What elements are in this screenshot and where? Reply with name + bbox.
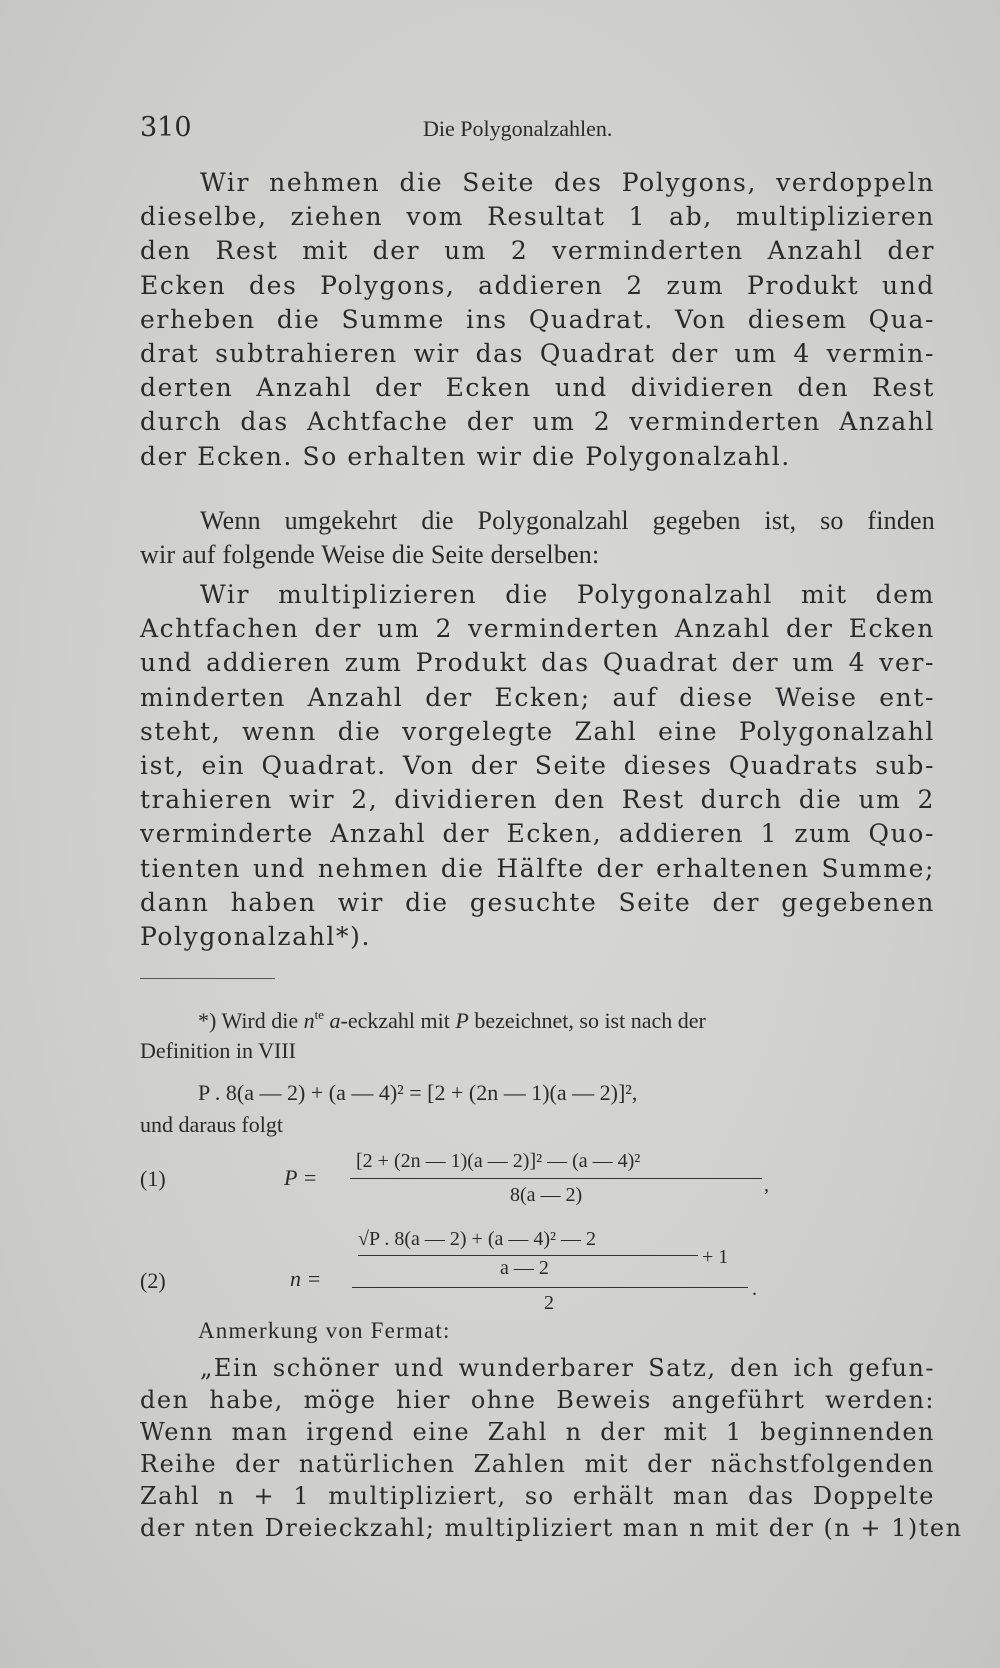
page-header [140, 112, 935, 152]
text-line: Wenn man irgend eine Zahl n der mit 1 beginnenden [140, 1418, 935, 1446]
equation-2-denominator: 2 [544, 1292, 554, 1314]
text-line: minderten Anzahl der Ecken; auf diese Weise ent- [140, 682, 935, 712]
paragraph-2 [140, 504, 935, 572]
paragraph-3 [140, 578, 935, 954]
equation-1-comma: , [764, 1174, 769, 1196]
footnote-divider [140, 978, 275, 979]
text-line: steht, wenn die vorgelegte Zahl eine Polygonalzahl [140, 716, 935, 746]
text-line: verminderte Anzahl der Ecken, addieren 1 zum Quo- [140, 819, 935, 849]
footnote-text: -eckzahl mit [340, 1008, 450, 1033]
equation-label-1: (1) [140, 1166, 166, 1191]
text-line: drat subtrahieren wir das Quadrat der um 4 vermin- [140, 339, 935, 369]
footnote-intro [140, 1000, 935, 1066]
text-line: der nten Dreieckzahl; multipliziert man n mit der (n + 1)ten [140, 1514, 963, 1542]
equation-2-inner-denominator: a — 2 [500, 1257, 549, 1279]
text-line: Ecken des Polygons, addieren 2 zum Produkt und [140, 270, 935, 300]
text-line: derten Anzahl der Ecken und dividieren den Rest [140, 373, 935, 403]
equation-2-inner-numerator: √P . 8(a — 2) + (a — 4)² — 2 [358, 1228, 597, 1250]
fraction-bar [350, 1178, 762, 1179]
equation-label-2: (2) [140, 1268, 166, 1293]
footnote-text: Wird die [221, 1008, 299, 1033]
text-line: Polygonalzahl*). [140, 922, 372, 952]
equation-2-lhs: n = [290, 1266, 322, 1291]
footnote-line: und daraus folgt [140, 1112, 283, 1137]
footnote-line: Definition in VIII [140, 1038, 297, 1063]
text-line: der Ecken. So erhalten wir die Polygonalzahl. [140, 441, 791, 471]
footnote-marker: *) [198, 1008, 217, 1033]
text-line: durch das Achtfache der um 2 verminderten Anzahl [140, 407, 935, 437]
text-line: Wir nehmen die Seite des Polygons, verdoppeln [200, 168, 935, 197]
footnote-sup: te [314, 1007, 325, 1022]
text-line: den Rest mit der um 2 verminderten Anzahl der [140, 236, 935, 266]
text-line: Wenn umgekehrt die Polygonalzahl gegeben ist, so finden [200, 506, 935, 535]
running-title: Die Polygonalzahlen. [423, 116, 613, 141]
text-line: Wir multiplizieren die Polygonalzahl mit dem [200, 580, 935, 609]
footnote-text: bezeichnet, so ist nach der [474, 1008, 706, 1033]
main-fraction-bar [352, 1287, 748, 1288]
text-line: erheben die Summe ins Quadrat. Von diesem Qua- [140, 304, 935, 334]
footnote-var: n [303, 1008, 315, 1033]
inner-fraction-bar [358, 1255, 698, 1256]
text-line: den habe, möge hier ohne Beweis angeführt werden: [140, 1386, 935, 1414]
text-line: „Ein schöner und wunderbarer Satz, den ich gefun- [200, 1354, 935, 1382]
paragraph-1 [140, 166, 935, 474]
equation-2-plus-one: + 1 [702, 1246, 729, 1268]
text-line: Achtfachen der um 2 verminderten Anzahl der Ecken [140, 614, 935, 644]
footnote-var: a [329, 1008, 341, 1033]
footnote-var: P [455, 1008, 469, 1033]
equation-1-lhs: P = [284, 1165, 318, 1190]
anmerkung-heading: Anmerkung von Fermat: [198, 1318, 451, 1343]
text-line: wir auf folgende Weise die Seite derselben: [140, 540, 600, 570]
equation-1-denominator: 8(a — 2) [510, 1184, 583, 1206]
formula-definition: P . 8(a — 2) + (a — 4)² = [2 + (2n — 1)(a — 2)]², [198, 1080, 638, 1105]
text-line: ist, ein Quadrat. Von der Seite dieses Quadrats sub- [140, 751, 935, 781]
equation-2-period: . [752, 1278, 757, 1300]
equation-1-numerator: [2 + (2n — 1)(a — 2)]² — (a — 4)² [356, 1150, 641, 1172]
fermat-quote [140, 1352, 963, 1544]
text-line: und addieren zum Produkt das Quadrat der um 4 ver- [140, 648, 935, 678]
page-number: 310 [140, 112, 192, 143]
text-line: Zahl n + 1 multipliziert, so erhält man das Doppelte [140, 1482, 935, 1510]
text-line: Reihe der natürlichen Zahlen mit der nächstfolgenden [140, 1450, 935, 1478]
text-line: dieselbe, ziehen vom Resultat 1 ab, multiplizieren [140, 202, 935, 232]
text-line: tienten und nehmen die Hälfte der erhaltenen Summe; [140, 853, 935, 883]
text-line: dann haben wir die gesuchte Seite der gegebenen [140, 887, 935, 917]
text-line: trahieren wir 2, dividieren den Rest durch die um 2 [140, 785, 935, 815]
